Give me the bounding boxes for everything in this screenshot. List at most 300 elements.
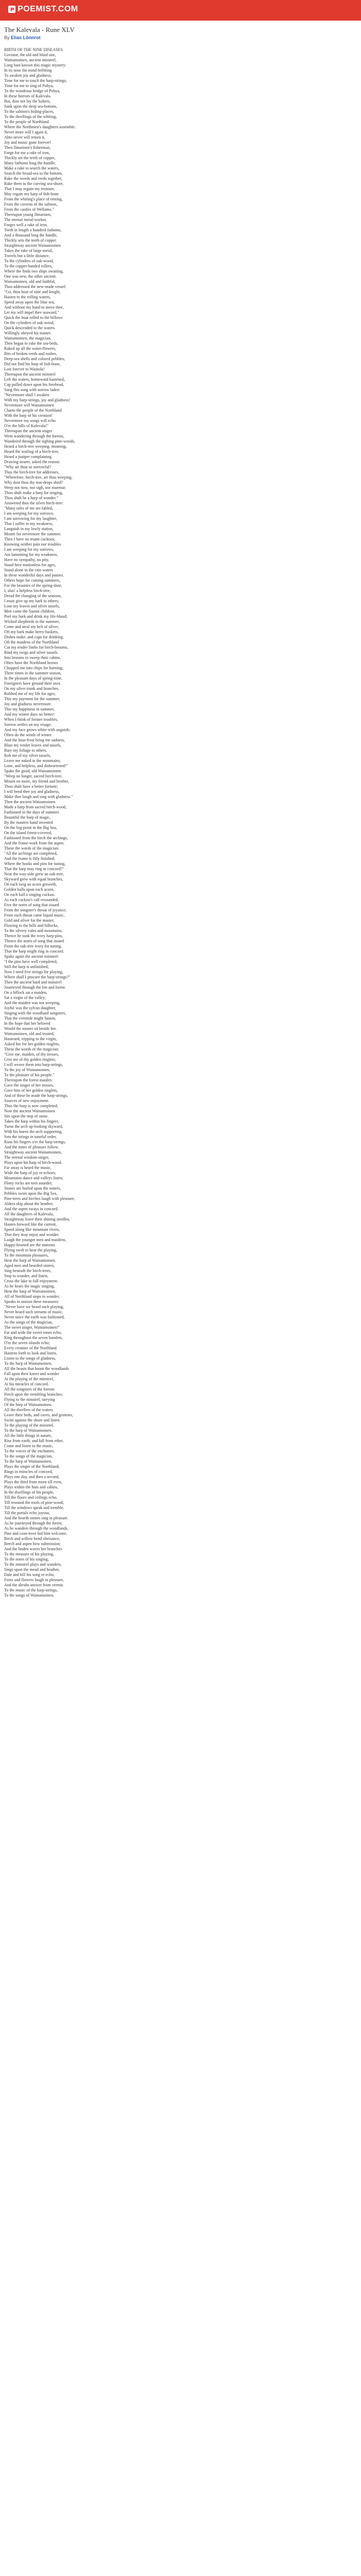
poem-line: Now I need five strings for playing, <box>4 970 63 974</box>
poem-line: Why dost thou thy tear-drops shed? <box>4 480 63 485</box>
poem-line: Make thee laugh and sing with gladness." <box>4 794 73 799</box>
poem-line: To awaken joy and gladness, <box>4 73 52 78</box>
poem-line: Never heard such streams of music, <box>4 1310 63 1314</box>
poem-line: Hasten forward like the current, <box>4 1222 57 1227</box>
poem-line: Forges well a rake of iron, <box>4 223 48 227</box>
poem-line: Others hope for coming summers, <box>4 578 61 583</box>
poem-line: That the harp might ring in concord. <box>4 949 64 954</box>
poem-line: Beech and aspen bow submission; <box>4 1541 61 1546</box>
poem-line: Sources of new enjoyment. <box>4 1098 50 1103</box>
poem-line: All the daughters of Kalevala, <box>4 1212 54 1216</box>
poem-line: Thickly set the teeth of copper, <box>4 156 56 160</box>
poem-line: "Why art thou so sorrowful? <box>4 465 52 469</box>
poem-line: To the wondrous bridge of Pohya, <box>4 89 60 93</box>
poem-line: Then Ilmarinen's fisherman, <box>4 145 51 150</box>
poem-line: Lost forever to Wainola! <box>4 367 45 371</box>
poem-line: Now the ancient Wainamoinen <box>4 1109 55 1113</box>
poem-line: To the harp of Wainamoinen. <box>4 1459 53 1464</box>
poem-line: Left the waters, homeward hastened, <box>4 377 65 382</box>
poem-line: Mourn for nevermore the summer. <box>4 532 61 536</box>
poem-line: Ferns and flowers laugh in pleasure, <box>4 1578 64 1582</box>
poem-line: Thereupon the ancient singer <box>4 429 53 433</box>
poem-line: Sits upon the step of stone. <box>4 1114 49 1118</box>
poem-line: These the words of the magician: <box>4 1047 59 1052</box>
poem-line: On my silver trunk and branches. <box>4 686 59 691</box>
poem-line: Time for me to touch the harp-strings, <box>4 78 67 83</box>
poem-line: Often have the Northland heroes <box>4 660 58 665</box>
poem-line: Joy and music gone forever! <box>4 140 52 145</box>
poem-line: Plays upon his harp of birch-wood. <box>4 1160 62 1165</box>
poem-line: From the whiting's place of resting, <box>4 197 63 201</box>
poem-line: On the cylinders of oak-wood, <box>4 320 55 325</box>
poem-line: Search the broad-sea to the bottom, <box>4 171 63 176</box>
poem-line: Leave me naked in the mountains, <box>4 758 61 763</box>
poem-line: For the beauties of the spring-time, <box>4 583 62 588</box>
poem-line: As each cuckoo's call resounded, <box>4 897 59 902</box>
poem-line: Thus addressed the new-made vessel: <box>4 284 67 289</box>
poem-line: Thus the harp is now completed; <box>4 1104 58 1108</box>
poem-line: Charm the people of the Northland <box>4 408 62 413</box>
author-link[interactable]: Elias Lönnrot <box>11 35 41 40</box>
poem-line: "Weep no longer, sacred birch-tree, <box>4 774 62 778</box>
poem-line: On a hillock sat a maiden, <box>4 990 47 995</box>
poem-line: Pine and cone-trees bid him welcome, <box>4 1531 68 1536</box>
poem-line: Joyful was the sylvan daughter, <box>4 1006 56 1010</box>
poem-line: To the people of Northland <box>4 120 49 124</box>
poem-line: Quick the boat rolled to the billows <box>4 315 63 320</box>
poem-line: Bits of broken reeds and rushes, <box>4 351 57 356</box>
poem-line: With his knees the arch supporting, <box>4 1129 62 1134</box>
poem-line: Thou shalt have a better fortune; <box>4 784 58 789</box>
poem-line: Aged men and bearded sisters, <box>4 1263 55 1268</box>
poem-line: Drawing nearer, asked the reason: <box>4 460 60 464</box>
poem-line: In the pleasant days of spring-time, <box>4 676 62 681</box>
poem-line: Then I have no truant cuckoos, <box>4 537 56 541</box>
poem-line: "Wherefore, birch-tree, art thou weeping, <box>4 475 73 480</box>
poem-line: Sing beneath the birch-trees, <box>4 1268 52 1273</box>
poem-line: From the castles of Wellamo." <box>4 207 54 212</box>
poem-line: Sets the strings in tuneful order, <box>4 1134 57 1139</box>
poem-line: Hastens forth to look and listen, <box>4 1351 57 1355</box>
poem-line: Thereupon young Ilmarinen, <box>4 212 52 217</box>
poem-line: Quick descended to the waters. <box>4 326 56 330</box>
poem-line: Blast my tender leaves and tassels, <box>4 743 62 748</box>
poem-line: Straightway ancient Wainamoinen, <box>4 1150 62 1155</box>
poem-line: Oft the maidens of the Northland <box>4 640 59 645</box>
poem-line: And of these he made the harp-strings, <box>4 1093 68 1098</box>
poem-line: BIRTH OF THE NINE DISEASES <box>4 47 63 52</box>
poem-line: And the linden waves her branches <box>4 1547 62 1551</box>
poem-line: Plays the third from morn till even, <box>4 1480 62 1484</box>
poem-line: To the joy of Wainamoinen, <box>4 1067 51 1072</box>
poem-line: By the masters hand invented <box>4 820 53 825</box>
poem-line: Thereupon the forest maiden <box>4 1078 52 1082</box>
poem-line: Swim against the shore and listen <box>4 1418 60 1422</box>
poem-line: Straightway leave their shining needles, <box>4 1217 70 1222</box>
poem-line: All the beasts that haunt the woodlands <box>4 1366 69 1371</box>
poem-line: From each throat came liquid music, <box>4 913 65 918</box>
poem-line: And a thousand long the handle, <box>4 233 58 238</box>
poem-line: Wainamoinen, old and faithful, <box>4 279 56 284</box>
poem-line: Then began to rake the sea-beds, <box>4 341 58 346</box>
poem-line: Thence the notes of song that issued <box>4 939 64 943</box>
poem-line: "Many tales of me are fabled, <box>4 506 53 511</box>
poem-line: Fashioned from the birch the archings, <box>4 836 68 840</box>
poem-line: And the notes of pleasure follow. <box>4 1145 59 1149</box>
poem-line: Beautiful the harp of magic, <box>4 815 51 820</box>
poem-line: Flying swift to hear the playing, <box>4 1248 57 1252</box>
poem-line: To the measure of his playing, <box>4 1552 54 1556</box>
poem-line: Where shall I procure the harp-strings?" <box>4 975 71 979</box>
poem-byline <box>4 35 357 40</box>
poem-line: To the pleasure of his people." <box>4 1073 55 1077</box>
poem-line: Teeth in length a hundred fathoms, <box>4 228 62 232</box>
poem-line: Pine-trees and birches laugh with pleasure, <box>4 1196 75 1201</box>
poem-line: And the shrubs answer from vermis <box>4 1583 63 1587</box>
poem-line: Wainamoinen, old and trusted, <box>4 1031 55 1036</box>
poem-line: Lone, and helpless, and disheartened!" <box>4 764 68 768</box>
poem-line: Hastened, tripping to the virgin, <box>4 1037 57 1041</box>
poem-line: All the little things in nature, <box>4 1433 52 1438</box>
poem-line: "All the archings are completed, <box>4 851 58 856</box>
poem-line: In the hope that her beloved <box>4 1021 51 1026</box>
poem-line: Hear the harp of Wainamoinen, <box>4 1289 56 1294</box>
poem-line: And without my hand to move thee, <box>4 305 64 310</box>
poem-line: Cut my tender limbs for birch-brooms, <box>4 645 68 650</box>
poem-line: Plays one day, and then a second, <box>4 1475 60 1479</box>
poem-line: As he hears the magic singing, <box>4 1284 55 1289</box>
poem-line: "Give me, maiden, of thy tresses, <box>4 1052 59 1057</box>
poem-line: Time for me to sing of Pohya, <box>4 83 54 88</box>
poem-line: Heard a birch-tree weeping, moaning, <box>4 444 67 449</box>
poemist-logo-icon <box>8 6 15 13</box>
poem-line: "Never have we heard such playing, <box>4 1304 64 1309</box>
poem-line: Runs his fingers o'er the harp-strings, <box>4 1140 66 1144</box>
poem-line: The sweet singer, Wainamoinen!" <box>4 1325 60 1330</box>
poem-line: Birch and willow bend obeisance, <box>4 1536 60 1541</box>
poem-line: Stand alone in the rain waters <box>4 568 53 572</box>
poem-line: Thou shalt make a harp for singing, <box>4 490 63 495</box>
poem-body <box>4 47 357 1598</box>
poem-line: Knowing neither pain nor troubles <box>4 542 61 547</box>
poem-line: On the fog-point in the Big Sea, <box>4 825 57 830</box>
poem-line: To the minstrel plays and wanders, <box>4 1562 62 1567</box>
poem-line: To the playing of the minstrel, <box>4 1423 54 1428</box>
poem-line: And my winter days no better! <box>4 712 55 717</box>
poem-line: Dread the changing of the seasons, <box>4 594 62 598</box>
poem-line: Forge for me a rake of iron, <box>4 150 50 155</box>
poem-line: Never since the earth was fashioned, <box>4 1315 65 1319</box>
poem-line: "Go, thou boat of nine and knight, <box>4 290 61 294</box>
poem-line: Every creature of the Northland <box>4 1346 57 1350</box>
poem-line: Went wandering through the forests, <box>4 434 64 438</box>
poem-line: From the caverns of the salmon, <box>4 202 58 207</box>
poem-line: This my payment for the summer, <box>4 697 60 701</box>
poem-line: Give me of thy golden ringlets; <box>4 1057 56 1062</box>
poem-line: At the playing of the minstrel, <box>4 1377 54 1381</box>
poem-line: Sorrow settles on my visage, <box>4 722 52 727</box>
poem-line: As the songs of the magician, <box>4 1320 53 1325</box>
poem-line: But, dost not lay the halters, <box>4 99 51 104</box>
poem-line: In the dwellings of his people, <box>4 1490 54 1495</box>
poem-line: Where the hooks and pins for tuning, <box>4 861 65 866</box>
poem-line: Happy-hearted are the matrons <box>4 1243 55 1247</box>
poem-line: Thickly sets the teeth of copper. <box>4 238 57 243</box>
poem-line: Dishes make, and cups for drinking. <box>4 635 64 639</box>
poem-line: Journeyed through the fen and forest. <box>4 985 66 990</box>
poem-line: "I the pins have well completed, <box>4 959 58 964</box>
poem-line: Till resound the roofs of pine-wood, <box>4 1500 64 1505</box>
poem-line: Pebbles swim upon the Big Sea, <box>4 1191 58 1196</box>
poem-line: Gave him of her golden ringlets, <box>4 1088 58 1093</box>
poem-line: Flinty rocks are torn asunder, <box>4 1181 53 1185</box>
poem-line: Have no sympathy, no pity, <box>4 557 50 562</box>
poem-line: "Nevermore shall I awaken <box>4 393 50 397</box>
poem-line: Laugh the younger men and maidens, <box>4 1238 67 1242</box>
poem-line: To the silvery vales and mountains, <box>4 928 63 933</box>
poem-line: Far away is heard the music, <box>4 1165 52 1170</box>
poem-line: To the mountain pleasures, <box>4 1253 49 1258</box>
poem-line: Thou shalt be a harp of wonder." <box>4 496 58 500</box>
poem-line: Golden balls upon each acorn, <box>4 887 55 892</box>
poem-line: Deep-sea shells and colored pebbles, <box>4 357 65 361</box>
poem-line: Spake the good, old Wainamoinen: <box>4 769 62 773</box>
poem-line: Dale and hill his song re-echo, <box>4 1572 55 1577</box>
poem-line: Men come the Suomi children, <box>4 609 55 614</box>
poem-line: Heard a juniper complaining. <box>4 454 53 459</box>
poem-line: May regain my harp of fish-bone <box>4 192 59 196</box>
poem-line: To the cylinders of oak-wood, <box>4 259 54 263</box>
poem-line: As he journeyed through the forest, <box>4 1521 63 1526</box>
poem-line: Robbed me of my life for ages; <box>4 691 56 696</box>
poem-line: Singing with the woodland songsters, <box>4 1011 67 1015</box>
poem-line: To the dwellings of the whiting, <box>4 114 57 119</box>
poem-line: Foreigners have ground their axes <box>4 681 60 686</box>
poem-line: Never more will I again it, <box>4 130 48 134</box>
poem-line: To the harp of Wainamoinen. <box>4 1361 53 1366</box>
poem-line: Stand here motionless for ages, <box>4 563 56 567</box>
poem-line: In these wonderful days and pasties. <box>4 573 64 578</box>
poem-line: From the songster's throat of joyance; <box>4 908 67 912</box>
poem-line: Am lamenting for my weakness, <box>4 552 58 557</box>
poem-title: The Kalevala - Rune XLV <box>4 26 75 33</box>
poem-line: And my face grows white with anguish; <box>4 727 70 732</box>
poem-line: Long hast known this magic mystery: <box>4 63 67 67</box>
poem-line: The eternal metal-worker, <box>4 217 47 222</box>
poem-line: Till the windows speak and tremble, <box>4 1505 64 1510</box>
poem-line: Nevermore my songs will echo <box>4 418 56 423</box>
poem-line: Of the harp of Wainamoinen. <box>4 1402 53 1407</box>
poem-line: Wicked shepherds in the summer, <box>4 619 60 624</box>
byline-prefix: By <box>4 35 10 40</box>
poem-line: Cap pulled down upon his forehead, <box>4 382 64 387</box>
poem-line: To the copper-banded rollers, <box>4 264 53 268</box>
poem-line: That I may regain my treasure, <box>4 187 55 191</box>
poem-line: Thereupon the ancient minstrel <box>4 372 56 377</box>
poem-line: To the music of the harp-strings, <box>4 1588 58 1592</box>
poem-line: And the hoar-frost bring me sadness, <box>4 738 65 742</box>
poem-line: With my harp-strings, joy and gladness! <box>4 398 71 402</box>
poem-line: And the hearth-stones sing in pleasure. <box>4 1516 69 1520</box>
poem-line: O'er the seven islands echo; <box>4 1341 50 1345</box>
poem-line: Often do the winds of winter <box>4 733 52 737</box>
poem-line: Mourn no more, my friend and brother, <box>4 779 69 784</box>
poem-line: I, alas! a helpless birch-tree, <box>4 588 51 593</box>
poem-line: Straightway ancient Wainamoinen <box>4 243 61 248</box>
poem-line: Asked her for her golden ringlets, <box>4 1042 60 1046</box>
poem-line: Thence he took the ivory harp-pins, <box>4 934 63 938</box>
poem-line: I must give up my bark to others; <box>4 599 59 603</box>
poem-line: That I suffer in my weakness, <box>4 521 53 526</box>
poem-line: Turns the arch up-looking skyward, <box>4 1124 63 1129</box>
poem-line: I am weeping for my sorrows, <box>4 511 54 516</box>
poem-line: Then the ancient Wainamoinen <box>4 800 56 804</box>
poem-line: Many fathoms long the handle; <box>4 161 56 165</box>
poem-line: Flying to the minstrel, tarrying <box>4 1397 55 1402</box>
poem-line: Speaks in unison these measures: <box>4 1299 59 1304</box>
poem-line: On each twig an acorn groweth, <box>4 882 57 887</box>
poem-line: Till the portals echo joyous, <box>4 1511 51 1515</box>
poem-line: Heard the wailing of a birch-tree, <box>4 449 59 454</box>
site-logo[interactable] <box>8 5 78 14</box>
poem-line: Sank upon the deep sea-bottom, <box>4 104 57 109</box>
poem-line: Did not find his harp of fish-bone, <box>4 362 61 366</box>
poem-line: All the songsters of the forests <box>4 1387 55 1392</box>
poem-line: Come and listen to the music, <box>4 1444 54 1448</box>
poem-line: Three times in the summer season, <box>4 671 62 675</box>
poem-line: Lose my leaves and silver tassels, <box>4 604 60 608</box>
poem-line: Peel my bark and drink my life-blood; <box>4 614 68 619</box>
poem-line: Gold and silver for the master, <box>4 918 55 923</box>
poem-line: Fashioned in the days of summer. <box>4 810 60 815</box>
poem-line: Joy and gladness nevermore. <box>4 702 52 706</box>
poem-line: Oft my bark make berry-baskets, <box>4 630 59 634</box>
poem-line: Made a harp from sacred birch-wood, <box>4 805 67 809</box>
poem-line: Make a rake to search the waters, <box>4 166 59 171</box>
poem-line: Near the way-side grew an oak-tree, <box>4 872 64 876</box>
poem-line: On the island forest-covered, <box>4 831 52 835</box>
poem-line: Gave the singer of her tresses, <box>4 1083 54 1088</box>
poem-line: Five the notes of song that issued <box>4 903 59 907</box>
poem-line: Come and steal my belt of silver; <box>4 624 59 629</box>
poem-line: O'er the hills of Kalevala!" <box>4 423 49 428</box>
poem-line: And the maiden was not weeping, <box>4 1001 60 1005</box>
poem-line: Far and wide the sweet tones echo, <box>4 1330 62 1335</box>
poem-line: This my happiness in summer, <box>4 707 55 711</box>
poem-line: I am sorrowing for my laughter, <box>4 516 57 521</box>
poem-line: Bind my twigs and silver tassels. <box>4 650 59 655</box>
poem-line: That the eventide might hasten, <box>4 1016 56 1021</box>
poem-line: Where the finds two ships awaiting, <box>4 269 64 274</box>
poem-line: Rake the weeds and reeds together, <box>4 176 62 181</box>
poem-line: Skyward grew with equal branches, <box>4 877 63 882</box>
poem-line: Ring throughout the seven hamlets, <box>4 1335 63 1340</box>
poem-line: And the frame is fitly finished; <box>4 856 55 861</box>
poem-line: One was new, the other ancient. <box>4 274 57 279</box>
poem-line: Flowing to the hills and hillocks, <box>4 923 59 928</box>
poem-line: At his miracles of concord. <box>4 1382 49 1386</box>
poem-line: Wainamoinen, ancient minstrel, <box>4 58 57 62</box>
poem-line: Spake again the ancient minstrel: <box>4 954 59 959</box>
poem-line: And the frame-work from the aspen. <box>4 841 64 845</box>
poem-line: With the harp of his creation! <box>4 413 53 418</box>
poem-line: Listen to the songs of gladness, <box>4 1356 56 1361</box>
poem-line: Bare my foliage to others, <box>4 748 47 753</box>
site-logo-text: POEMIST.COM <box>18 5 78 13</box>
poem-line: Perch upon the trembling branches; <box>4 1392 63 1397</box>
poem-line: Rise from earth, and fall from ether, <box>4 1438 64 1443</box>
poem-line: On each ball a singing cuckoo. <box>4 892 55 897</box>
poem-line: Thus the birch-tree for addresses, <box>4 470 59 474</box>
poem-line: Ahto never will return it, <box>4 135 45 140</box>
poem-line: To the songs of the magician, <box>4 1454 53 1459</box>
poem-line: And the aspen sways in concord. <box>4 1207 59 1211</box>
poem-line: That the harp may ring in concord?" <box>4 867 64 871</box>
poem-line: In these horrors of Kalevala. <box>4 94 52 98</box>
poem-line: Leave their beds, and caves, and grottoes, <box>4 1413 73 1417</box>
poem-line: Plays within the huts and cabins, <box>4 1485 58 1489</box>
poem-line: That they may enjoy and wonder. <box>4 1232 60 1237</box>
poem-line: Loviatar, the old and blind one, <box>4 53 56 57</box>
poem-article <box>4 21 357 1598</box>
poem-line: Chopped me into chips for burning; <box>4 666 63 670</box>
poem-line: Sat a virgin of the valley; <box>4 995 46 1000</box>
poem-line: Takes the harp within his fingers, <box>4 1119 59 1124</box>
poem-line: Raked up all the water-flowers, <box>4 346 56 351</box>
poem-line: I will bend thee joy and gladness, <box>4 789 60 794</box>
poem-line: Plays the singer of the Northland, <box>4 1464 60 1469</box>
poem-line: Rake them to the curving sea-shore, <box>4 181 64 186</box>
poem-line: Mountains dance and valleys listen, <box>4 1176 63 1180</box>
top-navbar <box>0 0 361 21</box>
poem-line: Wandered through the sighing pine-woods, <box>4 439 75 444</box>
poem-line: To the harp of Wainamoinen. <box>4 1428 53 1433</box>
poem-line: Into brooms to sweep their cabins. <box>4 655 61 660</box>
poem-line: As he wanders through the woodlands, <box>4 1526 69 1531</box>
poem-line: Wainamoinen, the magician, <box>4 336 52 341</box>
poem-line: Wide the harp of joy re-echoes; <box>4 1171 56 1175</box>
poem-line: Takes the rake of large metal, <box>4 248 53 253</box>
poem-line: All the dwellers of the waters <box>4 1408 53 1412</box>
poem-line: Sings upon the mead and heather, <box>4 1567 60 1572</box>
poem-line: To the notes of his singing, <box>4 1557 49 1562</box>
poem-line: From the oak-tree ivory for tuning, <box>4 944 62 948</box>
poem-line: I am weeping for my sorrows, <box>4 547 54 552</box>
poem-line: Willingly obeyed his master. <box>4 331 52 335</box>
poem-line: In its nose the mind befitting <box>4 68 52 73</box>
poem-line: Cross the lake to full enjoyment. <box>4 1279 58 1283</box>
poem-line: Hear the harp of Wainamoinen. <box>4 1258 56 1263</box>
poem-line: Then the ancient bard and minstrel <box>4 980 62 985</box>
poem-line: To the songs of Wainamoinen. <box>4 1593 55 1598</box>
poem-line: When I think of former troubles, <box>4 717 58 722</box>
poem-line: Speed away upon the blue sea, <box>4 300 55 304</box>
poem-line: To the voices of the enchanter, <box>4 1449 55 1453</box>
poem-line: The eternal wisdom-singer, <box>4 1155 50 1160</box>
poem-line: Fall upon their knees and wonder <box>4 1371 59 1376</box>
poem-line: Sang this song with sorrow laden: <box>4 387 60 392</box>
poem-line: Nevermore will Wainamoinen <box>4 403 54 408</box>
poem-line: Till the floors and ceilings echo, <box>4 1495 58 1500</box>
poem-line: Where the Northmen's daughters assemble. <box>4 125 76 129</box>
poem-line: Alders skip about the heather, <box>4 1201 54 1206</box>
poem-line: Stop to wonder, and listen, <box>4 1274 48 1278</box>
poem-line: Answered thus the silver birch-tree: <box>4 501 63 505</box>
poem-line: Speed along like mountain rivers, <box>4 1227 60 1232</box>
poem-line: To the salmon's hiding-places, <box>4 109 54 114</box>
poem-line: Let my will impel thee seaward." <box>4 310 59 315</box>
poem-line: All of Northland stops in wonder, <box>4 1294 60 1299</box>
